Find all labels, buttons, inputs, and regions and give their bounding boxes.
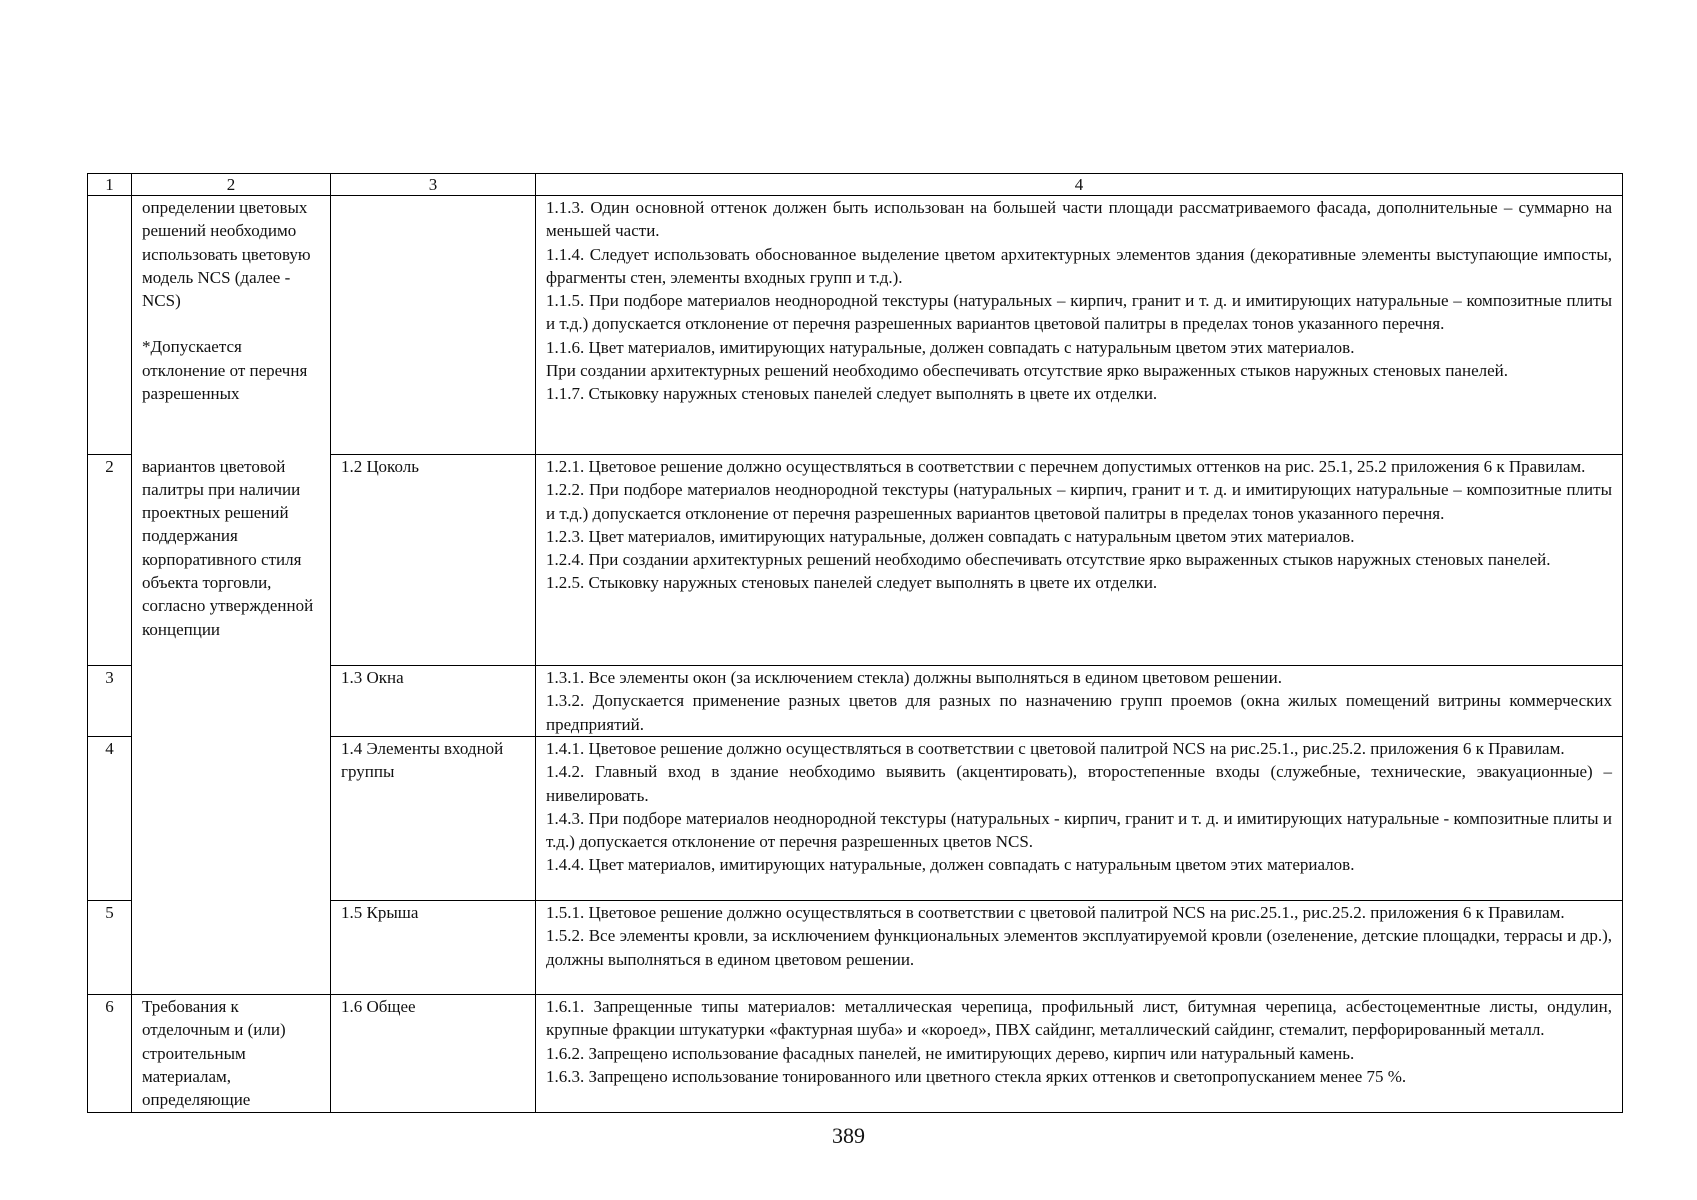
row-number: 6 bbox=[88, 995, 132, 1113]
requirement-item: 1.6.1. Запрещенные типы материалов: металлическая черепица, профильный лист, битумная черепица, асбестоцементные листы, ондулин, крупные фракции штукатурки «фактурная шуба» и «короед», ПВХ сайдинг, металлический сайдинг, стемалит, перфорированный металл. bbox=[546, 997, 1612, 1040]
category-text: вариантов цветовой палитры при наличии проектных решений поддержания корпоративного стиля объекта торговли, согласно утвержденной концепции bbox=[142, 456, 314, 639]
requirement-item: 1.6.2. Запрещено использование фасадных панелей, не имитирующих дерево, кирпич или натуральный камень. bbox=[546, 1043, 1355, 1063]
category-note: *Допускается отклонение от перечня разрешенных bbox=[142, 337, 308, 404]
requirement-item: 1.5.1. Цветовое решение должно осуществляться в соответствии с цветовой палитрой NCS на рис.25.1., рис.25.2. приложения 6 к Правилам. bbox=[546, 903, 1565, 922]
element-cell: 1.5 Крыша bbox=[331, 901, 536, 995]
element-cell: 1.6 Общее bbox=[331, 995, 536, 1113]
table-row bbox=[88, 196, 1623, 455]
element-cell bbox=[331, 196, 536, 455]
requirement-item: 1.4.4. Цвет материалов, имитирующих натуральные, должен совпадать с натуральным цветом этих материалов. bbox=[546, 855, 1355, 875]
row-number: 5 bbox=[88, 901, 132, 995]
requirement-item: 1.2.1. Цветовое решение должно осуществляться в соответствии с перечнем допустимых оттенков на рис. 25.1, 25.2 приложения 6 к Правилам. bbox=[546, 457, 1586, 476]
row-number: 3 bbox=[88, 666, 132, 737]
category-cell bbox=[132, 196, 331, 455]
requirement-item: 1.3.2. Допускается применение разных цветов для разных по назначению групп проемов (окна жилых помещений витрины коммерческих предприятий. bbox=[546, 691, 1612, 734]
requirement-item: 1.2.5. Стыковку наружных стеновых панелей следует выполнять в цвете их отделки. bbox=[546, 573, 1158, 593]
requirement-item: 1.1.4. Следует использовать обоснованное выделение цветом архитектурных элементов здания (декоративные элементы выступающие импосты, фрагменты стен, элементы входных групп и т.д.). bbox=[546, 244, 1612, 287]
table-row bbox=[88, 455, 1623, 666]
header-cell: 4 bbox=[536, 174, 1623, 196]
requirement-item: При создании архитектурных решений необходимо обеспечивать отсутствие ярко выраженных стыков наружных стеновых панелей. bbox=[546, 361, 1508, 381]
requirements-table bbox=[87, 173, 1623, 1113]
category-text: определении цветовых решений необходимо использовать цветовую модель NCS (далее - NCS) bbox=[142, 198, 311, 311]
header-cell: 3 bbox=[331, 174, 536, 196]
requirement-item: 1.4.2. Главный вход в здание необходимо выявить (акцентировать), второстепенные входы (служебные, технические, эвакуационные) – нивелировать. bbox=[546, 762, 1612, 805]
requirement-item: 1.1.5. При подборе материалов неоднородной текстуры (натуральных – кирпич, гранит и т. д. и имитирующих натуральные – композитные плиты и т.д.) допускается отклонение от перечня разрешенных вариантов цветовой палитры в пределах тонов указанного перечня. bbox=[546, 291, 1612, 334]
header-cell: 1 bbox=[88, 174, 132, 196]
requirement-item: 1.4.3. При подборе материалов неоднородной текстуры (натуральных - кирпич, гранит и т. д. и имитирующих натуральные - композитные плиты и т.д.) допускается отклонение от перечня разрешенных цветов NCS. bbox=[546, 808, 1612, 852]
element-cell: 1.2 Цоколь bbox=[331, 455, 536, 666]
requirement-item: 1.2.2. При подборе материалов неоднородной текстуры (натуральных – кирпич, гранит и т. д. и имитирующих натуральные – композитные плиты и т.д.) допускается отклонение от перечня разрешенных вариантов цветовой палитры в пределах тонов указанного перечня. bbox=[546, 480, 1612, 523]
row-number bbox=[88, 196, 132, 455]
row-number: 4 bbox=[88, 737, 132, 901]
requirement-item: 1.3.1. Все элементы окон (за исключением стекла) должны выполняться в едином цветовом решении. bbox=[546, 668, 1282, 687]
requirements-cell bbox=[536, 737, 1623, 901]
requirements-cell bbox=[536, 666, 1623, 737]
requirement-item: 1.4.1. Цветовое решение должно осуществляться в соответствии с цветовой палитрой NCS на рис.25.1., рис.25.2. приложения 6 к Правилам. bbox=[546, 739, 1565, 758]
element-cell: 1.4 Элементы входной группы bbox=[331, 737, 536, 901]
requirement-item: 1.5.2. Все элементы кровли, за исключением функциональных элементов эксплуатируемой кровли (озеленение, детские площадки, террасы и др.), должны выполняться в едином цветовом решении. bbox=[546, 926, 1612, 969]
requirements-cell bbox=[536, 995, 1623, 1113]
requirement-item: 1.2.4. При создании архитектурных решений необходимо обеспечивать отсутствие ярко выраженных стыков наружных стеновых панелей. bbox=[546, 550, 1551, 570]
header-cell: 2 bbox=[132, 174, 331, 196]
category-text: Требования к отделочным и (или) строительным материалам, определяющие bbox=[142, 997, 286, 1110]
requirement-item: 1.1.7. Стыковку наружных стеновых панелей следует выполнять в цвете их отделки. bbox=[546, 384, 1158, 404]
table-row bbox=[88, 995, 1623, 1113]
requirements-cell bbox=[536, 196, 1623, 455]
requirements-cell bbox=[536, 455, 1623, 666]
requirement-item: 1.6.3. Запрещено использование тонированного или цветного стекла ярких оттенков и светопропусканием менее 75 %. bbox=[546, 1066, 1407, 1086]
header-row bbox=[88, 174, 1623, 196]
category-cell bbox=[132, 455, 331, 995]
element-cell: 1.3 Окна bbox=[331, 666, 536, 737]
requirements-cell bbox=[536, 901, 1623, 995]
requirement-item: 1.2.3. Цвет материалов, имитирующих натуральные, должен совпадать с натуральным цветом этих материалов. bbox=[546, 526, 1355, 546]
page-number: 389 bbox=[832, 1123, 865, 1148]
requirement-item: 1.1.6. Цвет материалов, имитирующих натуральные, должен совпадать с натуральным цветом этих материалов. bbox=[546, 337, 1355, 357]
row-number: 2 bbox=[88, 455, 132, 666]
requirement-item: 1.1.3. Один основной оттенок должен быть использован на большей части площади рассматриваемого фасада, дополнительные – суммарно на меньшей части. bbox=[546, 198, 1612, 241]
category-cell bbox=[132, 995, 331, 1113]
